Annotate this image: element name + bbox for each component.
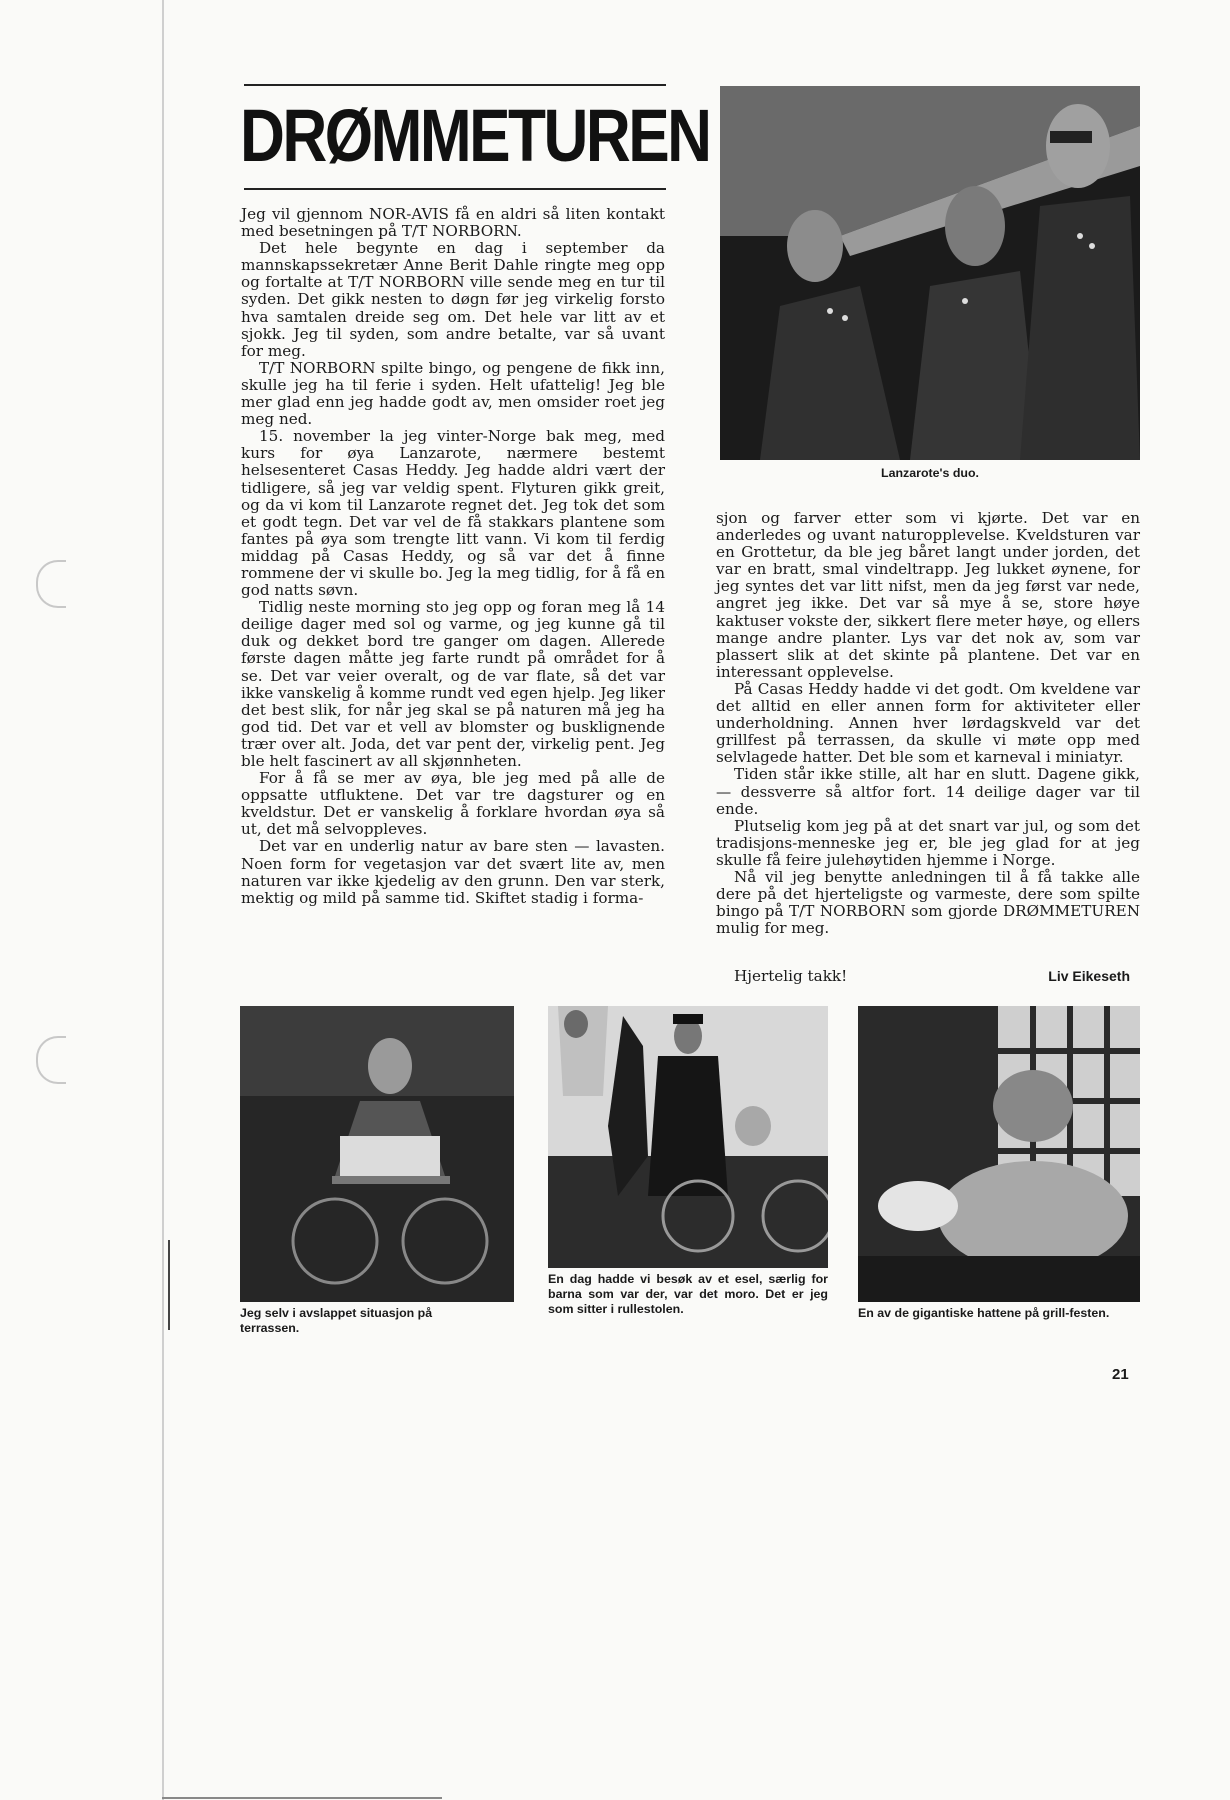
caption-bottom-left: Jeg selv i avslappet situasjon på terrassen. [240,1306,433,1335]
article-column-2 [716,510,1140,937]
paragraph: Plutselig kom jeg på at det snart var jul, og som det tradisjons-menneske jeg er, ble jeg glad for at jeg skulle få feire julehøytiden hjemme i Norge. [716,816,1140,869]
photo-donkey-visit [548,1006,828,1268]
author-name: Liv Eikeseth [1048,968,1130,984]
paragraph: Det hele begynte en dag i september da mannskapssekretær Anne Berit Dahle ringte meg opp og fortalte at T/T NORBORN ville sende meg en tur til syden. Det gikk nesten to døgn før jeg virkelig forsto hva samtalen dreide seg om. Det hele var litt av et sjokk. Jeg til syden, som andre betalte, var så uvant for meg. [241,239,665,360]
paragraph: Tidlig neste morning sto jeg opp og foran meg lå 14 deilige dager med sol og varme, og jeg kunne gå til duk og dekket bord tre ganger om dagen. Allerede første dagen måtte jeg farte rundt på området for å se. Det var veier overalt, og de var flate, så det var ikke vanskelig å komme rundt ved egen hjelp. Jeg liker det best slik, for når jeg skal se på naturen må jeg ha god tid. Det var et vell av blomster og busklignende trær over alt. Joda, det var pent der, virkelig pent. Jeg ble helt fascinert av all skjønnheten. [241,598,665,770]
closing-text: Hjertelig takk! [734,967,848,985]
paragraph: T/T NORBORN spilte bingo, og pengene de fikk inn, skulle jeg ha til ferie i syden. Helt ufattelig! Jeg ble mer glad enn jeg hadde godt av, men omsider roet jeg meg ned. [241,358,665,429]
paragraph: 15. november la jeg vinter-Norge bak meg, med kurs for øya Lanzarote, nærmere bestemt helsesenteret Casas Heddy. Jeg hadde aldri vært der tidligere, så jeg var veldig spent. Flyturen gikk greit, og da vi kom til Lanzarote regnet det. Jeg tok det som et godt tegn. Det var vel de få stakkars plantene som fantes på øya som trengte litt vann. Vi kom til ferdig middag på Casas Heddy, og så var det å finne rommene der vi skulle bo. Jeg la meg tidlig, for å få en god natts søvn. [241,427,665,600]
bottom-line [162,1797,442,1799]
paragraph: For å få se mer av øya, ble jeg med på alle de oppsatte utfluktene. Det var tre dagsturer og en kveldstur. Det er vanskelig å forklare hvordan øya så ut, det må selvoppleves. [241,769,665,839]
paragraph: Tiden står ikke stille, alt har en slutt. Dagene gikk, — dessverre så altfor fort. 14 deilige dager var til ende. [716,765,1140,818]
paragraph: sjon og farver etter som vi kjørte. Det var en anderledes og uvant naturopplevelse. Kveldsturen var en Grottetur, da ble jeg båret langt under jorden, det var en bratt, smal vindeltrapp. Jeg lukket øynene, for jeg syntes det var litt nifst, men da jeg først var nede, angret jeg ikke. Det var så mye å se, store høye kaktuser vokste der, sikkert flere meter høye, og ellers mange andre planter. Lys var det nok av, som var plassert slik at det skinte på plantene. Det var en interessant opplevelse. [716,509,1140,681]
punch-hole [36,560,66,608]
paragraph: Jeg vil gjennom NOR-AVIS få en aldri så liten kontakt med besetningen på T/T NORBORN. [241,205,665,241]
punch-hole [36,1036,66,1084]
headline-rule-top [244,84,666,86]
photo-lanzarote-duo [720,86,1140,460]
paragraph: På Casas Heddy hadde vi det godt. Om kveldene var det alltid en eller annen form for aktiviteter eller underholdning. Annen hver lørdagskveld var det grillfest på terrassen, da skulle vi møte opp med selvlagede hatter. Det ble som et karneval i miniatyr. [716,679,1140,767]
article-column-1 [241,206,665,907]
margin-line-dark [168,1240,170,1330]
headline-rule-bottom [244,188,666,190]
caption-bottom-middle: En dag hadde vi besøk av et esel, særlig for barna som var der, var det moro. Det er jeg som sitter i rullestolen. [548,1272,828,1316]
paragraph: Det var en underlig natur av bare sten — lavasten. Noen form for vegetasjon var det svært lite av, men naturen var ikke kjedelig av den grunn. Den var sterk, mektig og mild på samme tid. Skiftet stadig i forma- [241,837,665,907]
paragraph: Nå vil jeg benytte anledningen til å få takke alle dere på det hjerteligste og varmeste, dere som spilte bingo på T/T NORBORN som gjorde DRØMMETUREN mulig for meg. [716,867,1140,938]
headline: DRØMMETUREN [240,94,710,177]
photo-grill-party-hat [858,1006,1140,1302]
caption-bottom-right: En av de gigantiske hattene på grill-festen. [858,1306,1110,1320]
page-number: 21 [1112,1366,1129,1383]
photo-terrace [240,1006,514,1302]
caption-top: Lanzarote's duo. [881,466,979,480]
margin-line [162,0,164,1800]
